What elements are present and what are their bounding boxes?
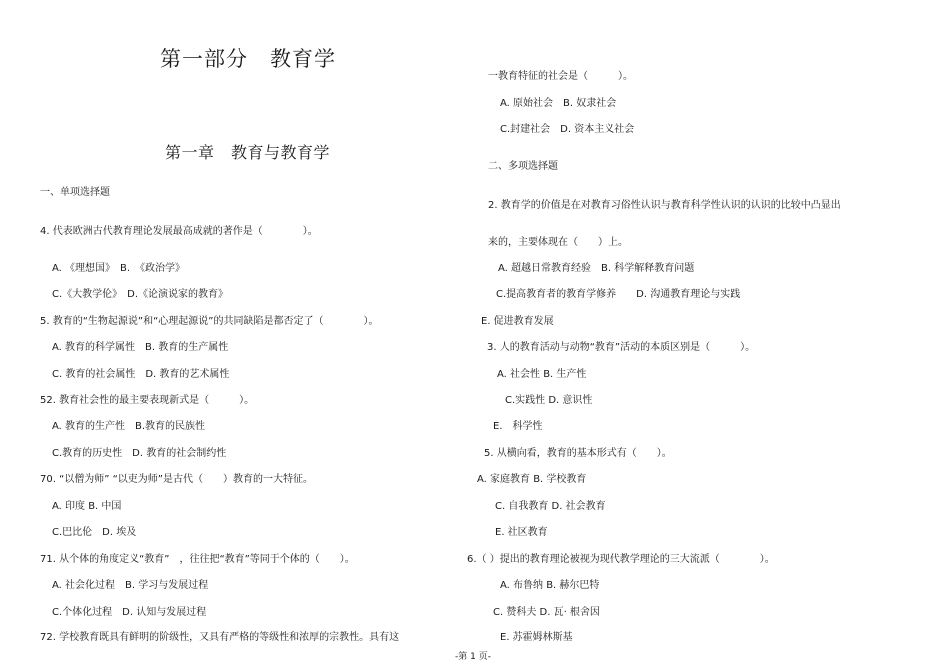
question-4: 4. 代表欧洲古代教育理论发展最高成就的著作是（ ）。: [40, 226, 318, 237]
question-52: 52. 教育社会性的最主要表现新式是（ ）。: [40, 395, 255, 406]
question-6: 6.（ ）提出的教育理论被视为现代教学理论的三大流派（ ）。: [467, 554, 775, 565]
question-71-options-ab: A. 社会化过程 B. 学习与发展过程: [52, 580, 209, 591]
question-4-options-cd: C.《大教学伦》 D.《论演说家的教育》: [52, 289, 229, 300]
question-72: 72. 学校教育既具有鲜明的阶级性，又具有严格的等级性和浓厚的宗教性。具有这: [40, 632, 400, 643]
question-6-options-cd: C. 赞科夫 D. 瓦· 根舍因: [493, 607, 600, 618]
part-title: 第一部分 教育学: [160, 47, 336, 71]
question-71: 71. 从个体的角度定义“教育” ，往往把“教育”等同于个体的（ ）。: [40, 554, 355, 565]
question-2-options-ab: A. 超越日常教育经验 B. 科学解释教育问题: [498, 263, 695, 274]
question-70-options-cd: C.巴比伦 D. 埃及: [52, 527, 137, 538]
question-3-options-ab: A. 社会性 B. 生产性: [497, 369, 587, 380]
chapter-title: 第一章 教育与教育学: [165, 143, 331, 162]
section-heading-multiple-choice: 二、多项选择题: [488, 161, 558, 172]
question-2-option-e: E. 促进教育发展: [481, 316, 554, 327]
question-52-options-ab: A. 教育的生产性 B.教育的民族性: [52, 421, 206, 432]
question-5-options-ab: A. 教育的科学属性 B. 教育的生产属性: [52, 342, 229, 353]
question-5: 5. 教育的“生物起源说”和“心理起源说”的共同缺陷是都否定了（ ）。: [40, 316, 379, 327]
question-72-options-ab: A. 原始社会 B. 奴隶社会: [500, 98, 617, 109]
question-70: 70. “以僧为师” “以吏为师”是古代（ ）教育的一大特征。: [40, 474, 313, 485]
question-5-multi: 5. 从横向看，教育的基本形式有（ ）。: [484, 448, 672, 459]
page-number-footer: -第 1 页-: [455, 652, 491, 662]
question-71-options-cd: C.个体化过程 D. 认知与发展过程: [52, 607, 207, 618]
question-6-option-e: E. 苏霍姆林斯基: [500, 632, 573, 643]
question-3-options-cd: C.实践性 D. 意识性: [505, 395, 593, 406]
question-5-multi-option-e: E. 社区教育: [495, 527, 548, 538]
question-52-options-cd: C.教育的历史性 D. 教育的社会制约性: [52, 448, 227, 459]
question-5-options-cd: C. 教育的社会属性 D. 教育的艺术属性: [52, 369, 230, 380]
question-72-continued: 一教育特征的社会是（ ）。: [488, 71, 633, 82]
question-5-multi-options-ab: A. 家庭教育 B. 学校教育: [477, 474, 587, 485]
question-6-options-ab: A. 布鲁纳 B. 赫尔巴特: [500, 580, 600, 591]
question-3: 3. 人的教育活动与动物“教育”活动的本质区别是（ ）。: [487, 342, 756, 353]
question-5-multi-options-cd: C. 自我教育 D. 社会教育: [495, 501, 606, 512]
question-70-options-ab: A. 印度 B. 中国: [52, 501, 122, 512]
question-2-line1: 2. 教育学的价值是在对教育习俗性认识与教育科学性认识的认识的比较中凸显出: [488, 200, 841, 211]
question-2-line2: 来的，主要体现在（ ）上。: [488, 237, 628, 248]
section-heading-single-choice: 一、单项选择题: [40, 187, 110, 198]
question-72-options-cd: C.封建社会 D. 资本主义社会: [500, 124, 635, 135]
question-2-options-cd: C.提高教育者的教育学修养 D. 沟通教育理论与实践: [496, 289, 741, 300]
question-4-options-ab: A. 《理想国》 B. 《政治学》: [52, 263, 186, 274]
question-3-option-e: E. 科学性: [493, 421, 543, 432]
